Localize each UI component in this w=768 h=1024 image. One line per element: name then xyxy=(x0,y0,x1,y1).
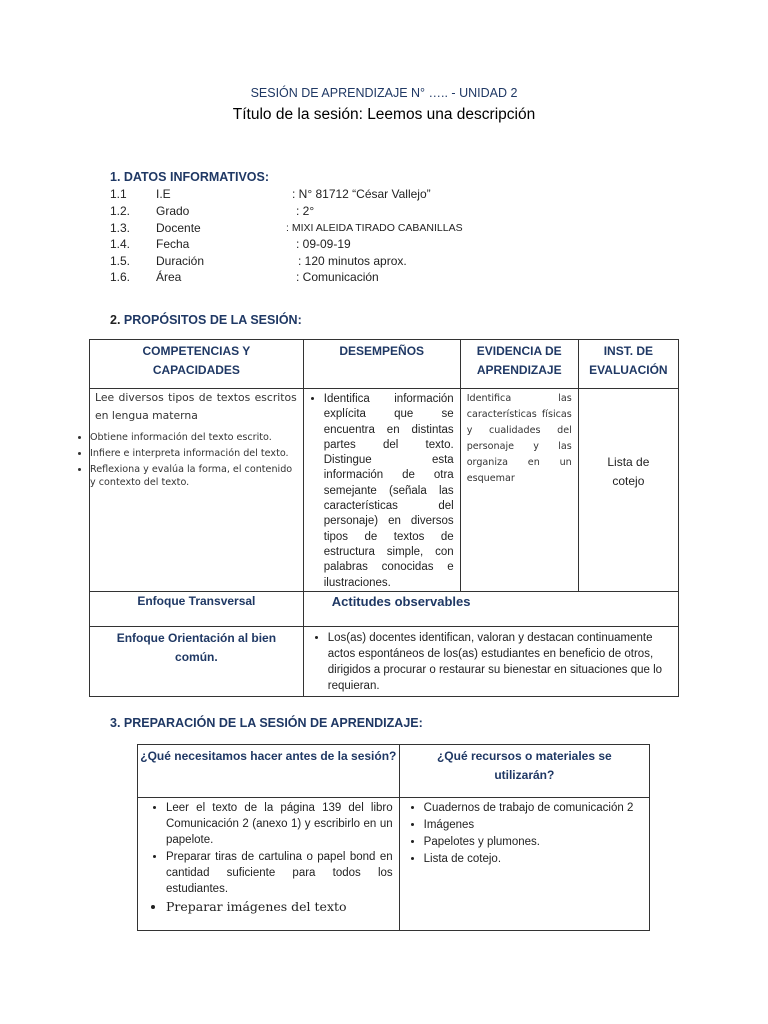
recurso-item: • Cuadernos de trabajo de comunicación 2 xyxy=(424,800,643,816)
propositos-content-row xyxy=(90,389,679,592)
capacidad-item: • Obtiene información del texto escrito. xyxy=(90,431,295,444)
session-title: Título de la sesión: Leemos una descripción xyxy=(232,106,536,123)
session-number-line: SESIÓN DE APRENDIZAJE N° ….. - UNIDAD 2 xyxy=(250,86,518,100)
info-num: 1.2. xyxy=(110,204,131,218)
info-label: Fecha xyxy=(156,237,190,251)
preparacion-content-row xyxy=(138,798,650,931)
recursos-cell xyxy=(399,798,649,931)
info-num: 1.4. xyxy=(110,237,131,251)
preparacion-heading: 3. PREPARACIÓN DE LA SESIÓN DE APRENDIZAJE: xyxy=(110,716,423,730)
propositos-table xyxy=(89,339,679,697)
antes-item: • Leer el texto de la página 139 del libro Comunicación 2 (anexo 1) y escribirlo en un papelote. xyxy=(166,800,393,848)
actitudes-cell xyxy=(303,626,678,696)
actitudes-list xyxy=(308,630,672,694)
enfoque-header: Enfoque Transversal xyxy=(90,591,304,626)
recurso-item: • Imágenes xyxy=(424,817,643,833)
evidencia-cell xyxy=(460,389,578,592)
info-num: 1.5. xyxy=(110,254,131,268)
recurso-item: • Papelotes y plumones. xyxy=(424,834,643,850)
propositos-heading-num: 2. xyxy=(110,313,121,327)
info-value: : MIXI ALEIDA TIRADO CABANILLAS xyxy=(286,222,463,234)
preparacion-header-row xyxy=(138,745,650,798)
competencias-cell xyxy=(90,389,304,592)
antes-item: • Preparar imágenes del texto xyxy=(166,899,393,915)
info-label: Grado xyxy=(156,204,190,218)
datos-informativos-heading: 1. DATOS INFORMATIVOS: xyxy=(110,170,270,184)
desempenos-cell xyxy=(303,389,460,592)
enfoque-header-row xyxy=(90,591,679,626)
info-value: : N° 81712 “César Vallejo” xyxy=(292,187,431,201)
info-value: : 2° xyxy=(296,204,315,218)
competencia-text: Lee diversos tipos de textos escritos en lengua materna xyxy=(95,391,297,422)
header-antes: ¿Qué necesitamos hacer antes de la sesión? xyxy=(138,745,400,798)
header-instrumento: INST. DE EVALUACIÓN xyxy=(578,340,678,389)
recursos-list xyxy=(404,800,643,867)
info-num: 1.3. xyxy=(110,221,131,235)
info-label: Docente xyxy=(156,221,201,235)
info-value: : 09-09-19 xyxy=(296,237,351,251)
header-competencias: COMPETENCIAS Y CAPACIDADES xyxy=(90,340,304,389)
header-evidencia: EVIDENCIA DE APRENDIZAJE xyxy=(460,340,578,389)
header-recursos: ¿Qué recursos o materiales se utilizarán? xyxy=(399,745,649,798)
actitudes-header: Actitudes observables xyxy=(303,591,678,626)
evidencia-text: Identifica las características físicas y cualidades del personaje y las organiza en un esquemar xyxy=(466,393,572,484)
instrumento-text: Lista de cotejo xyxy=(607,454,650,488)
enfoque-text: Enfoque Orientación al bien común. xyxy=(116,630,277,664)
info-label: I.E xyxy=(156,187,171,201)
antes-list xyxy=(142,800,393,915)
recurso-item: • Lista de cotejo. xyxy=(424,851,643,867)
info-num: 1.6. xyxy=(110,270,131,284)
instrumento-cell xyxy=(578,389,678,592)
propositos-heading-text: PROPÓSITOS DE LA SESIÓN: xyxy=(123,313,302,327)
desempenos-list xyxy=(304,389,460,591)
header-desempenos: DESEMPEÑOS xyxy=(303,340,460,389)
info-label: Duración xyxy=(156,254,205,268)
antes-item: • Preparar tiras de cartulina o papel bond en cantidad suficiente para todos los estudiantes. xyxy=(166,849,393,897)
info-value: : Comunicación xyxy=(296,270,379,284)
capacidades-list xyxy=(90,425,303,489)
antes-cell xyxy=(138,798,400,931)
desempeno-item: • Identifica información explícita que se encuentra en distintas partes del texto. Distingue esta información de otra semejante (señala las características del personaje) en diversos tipos de textos de estructura simple, con palabras conocidas e ilustraciones. xyxy=(324,392,454,591)
propositos-heading xyxy=(110,313,302,327)
enfoque-row xyxy=(90,626,679,696)
propositos-header-row xyxy=(90,340,679,389)
capacidad-item: • Infiere e interpreta información del texto. xyxy=(90,447,295,460)
info-label: Área xyxy=(156,270,182,284)
enfoque-cell xyxy=(90,626,304,696)
info-num: 1.1 xyxy=(110,187,127,201)
info-value: : 120 minutos aprox. xyxy=(298,254,407,268)
capacidad-item: • Reflexiona y evalúa la forma, el contenido y contexto del texto. xyxy=(90,463,295,489)
actitud-item: • Los(as) docentes identifican, valoran y destacan continuamente actos espontáneos de los(as) estudiantes en beneficio de otros, dirigidos a procurar o restaurar su bienestar en situaciones que lo requieran. xyxy=(328,630,672,694)
preparacion-table xyxy=(137,744,650,931)
